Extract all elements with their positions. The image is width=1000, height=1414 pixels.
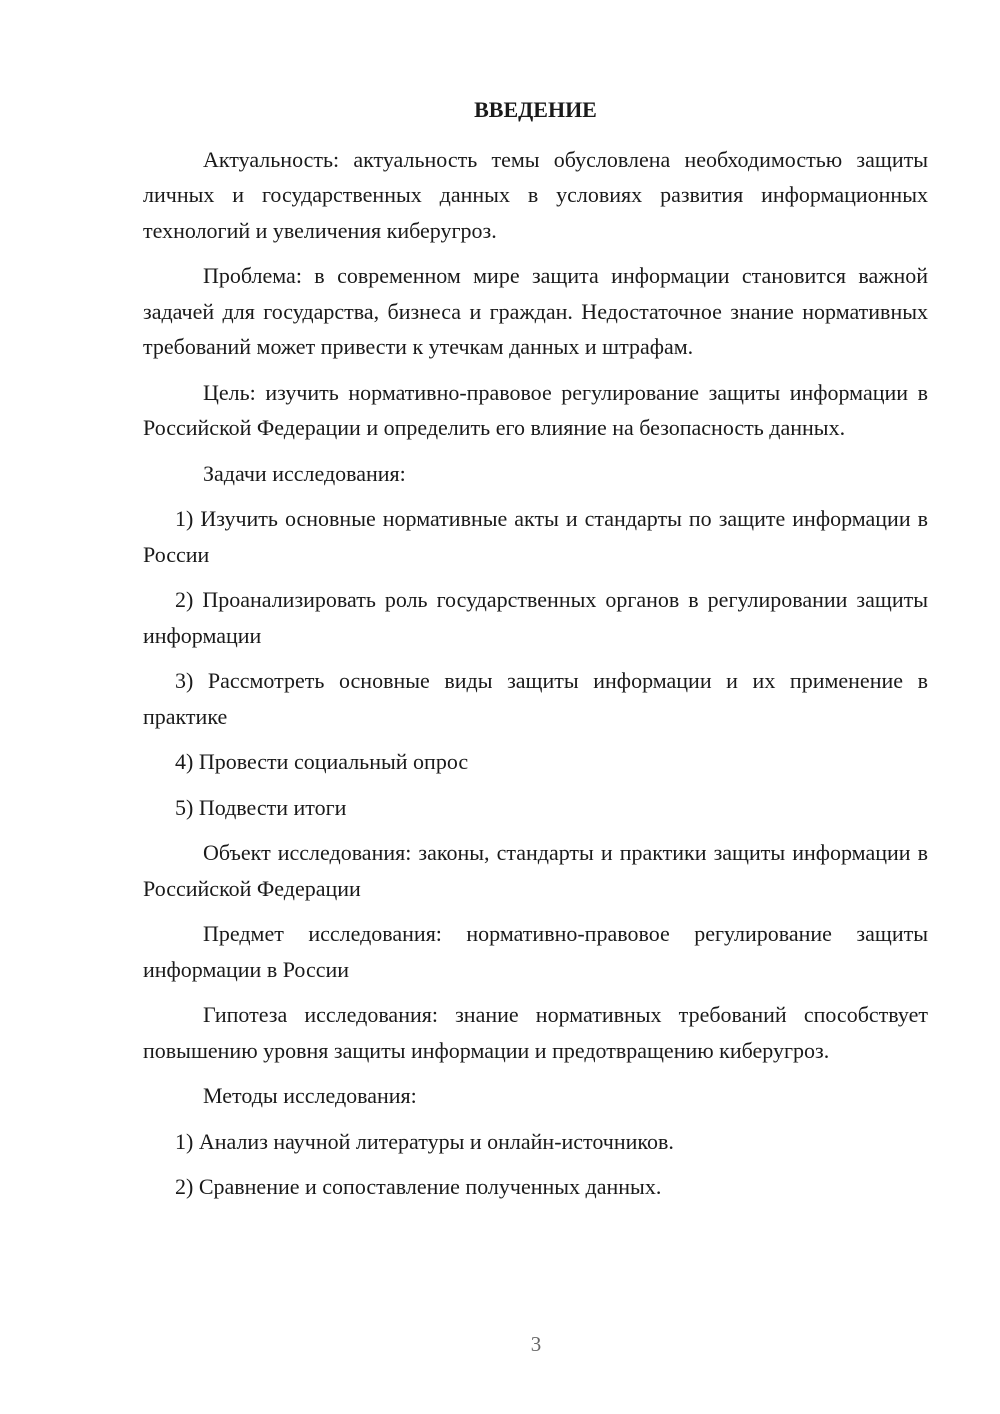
tasks-heading: Задачи исследования: bbox=[203, 460, 406, 486]
method-item-1: 1) Анализ научной литературы и онлайн-источников. bbox=[175, 1128, 674, 1154]
task-item-2: 2) Проанализировать роль государственных органов в регулировании защиты информации bbox=[143, 587, 928, 648]
paragraph-goal: Цель: изучить нормативно-правовое регулирование защиты информации в Российской Федерации и определить его влияние на безопасность данных. bbox=[143, 379, 928, 440]
paragraph-object: Объект исследования: законы, стандарты и практики защиты информации в Российской Федерации bbox=[143, 840, 928, 901]
task-item-4: 4) Провести социальный опрос bbox=[175, 749, 469, 774]
paragraph-hypothesis: Гипотеза исследования: знание нормативных требований способствует повышению уровня защиты информации и предотвращению киберугроз. bbox=[143, 1002, 928, 1063]
paragraph-subject: Предмет исследования: нормативно-правовое регулирование защиты информации в России bbox=[143, 921, 928, 982]
paragraph-relevance: Актуальность: актуальность темы обусловлена необходимостью защиты личных и государственных данных в условиях развития информационных технологий и увеличения киберугроз. bbox=[143, 146, 928, 243]
section-title: ВВЕДЕНИЕ bbox=[474, 97, 597, 122]
paragraph-problem: Проблема: в современном мире защита информации становится важной задачей для государства, бизнеса и граждан. Недостаточное знание нормативных требований может привести к утечкам данных и штрафам. bbox=[143, 263, 928, 359]
task-item-3: 3) Рассмотреть основные виды защиты информации и их применение в практике bbox=[143, 668, 928, 729]
task-item-1: 1) Изучить основные нормативные акты и стандарты по защите информации в России bbox=[143, 506, 928, 567]
methods-heading: Методы исследования: bbox=[203, 1083, 417, 1108]
method-item-2: 2) Сравнение и сопоставление полученных данных. bbox=[175, 1174, 662, 1199]
task-item-5: 5) Подвести итоги bbox=[175, 794, 347, 820]
document-page bbox=[143, 92, 928, 1215]
page-number: 3 bbox=[530, 1332, 542, 1356]
